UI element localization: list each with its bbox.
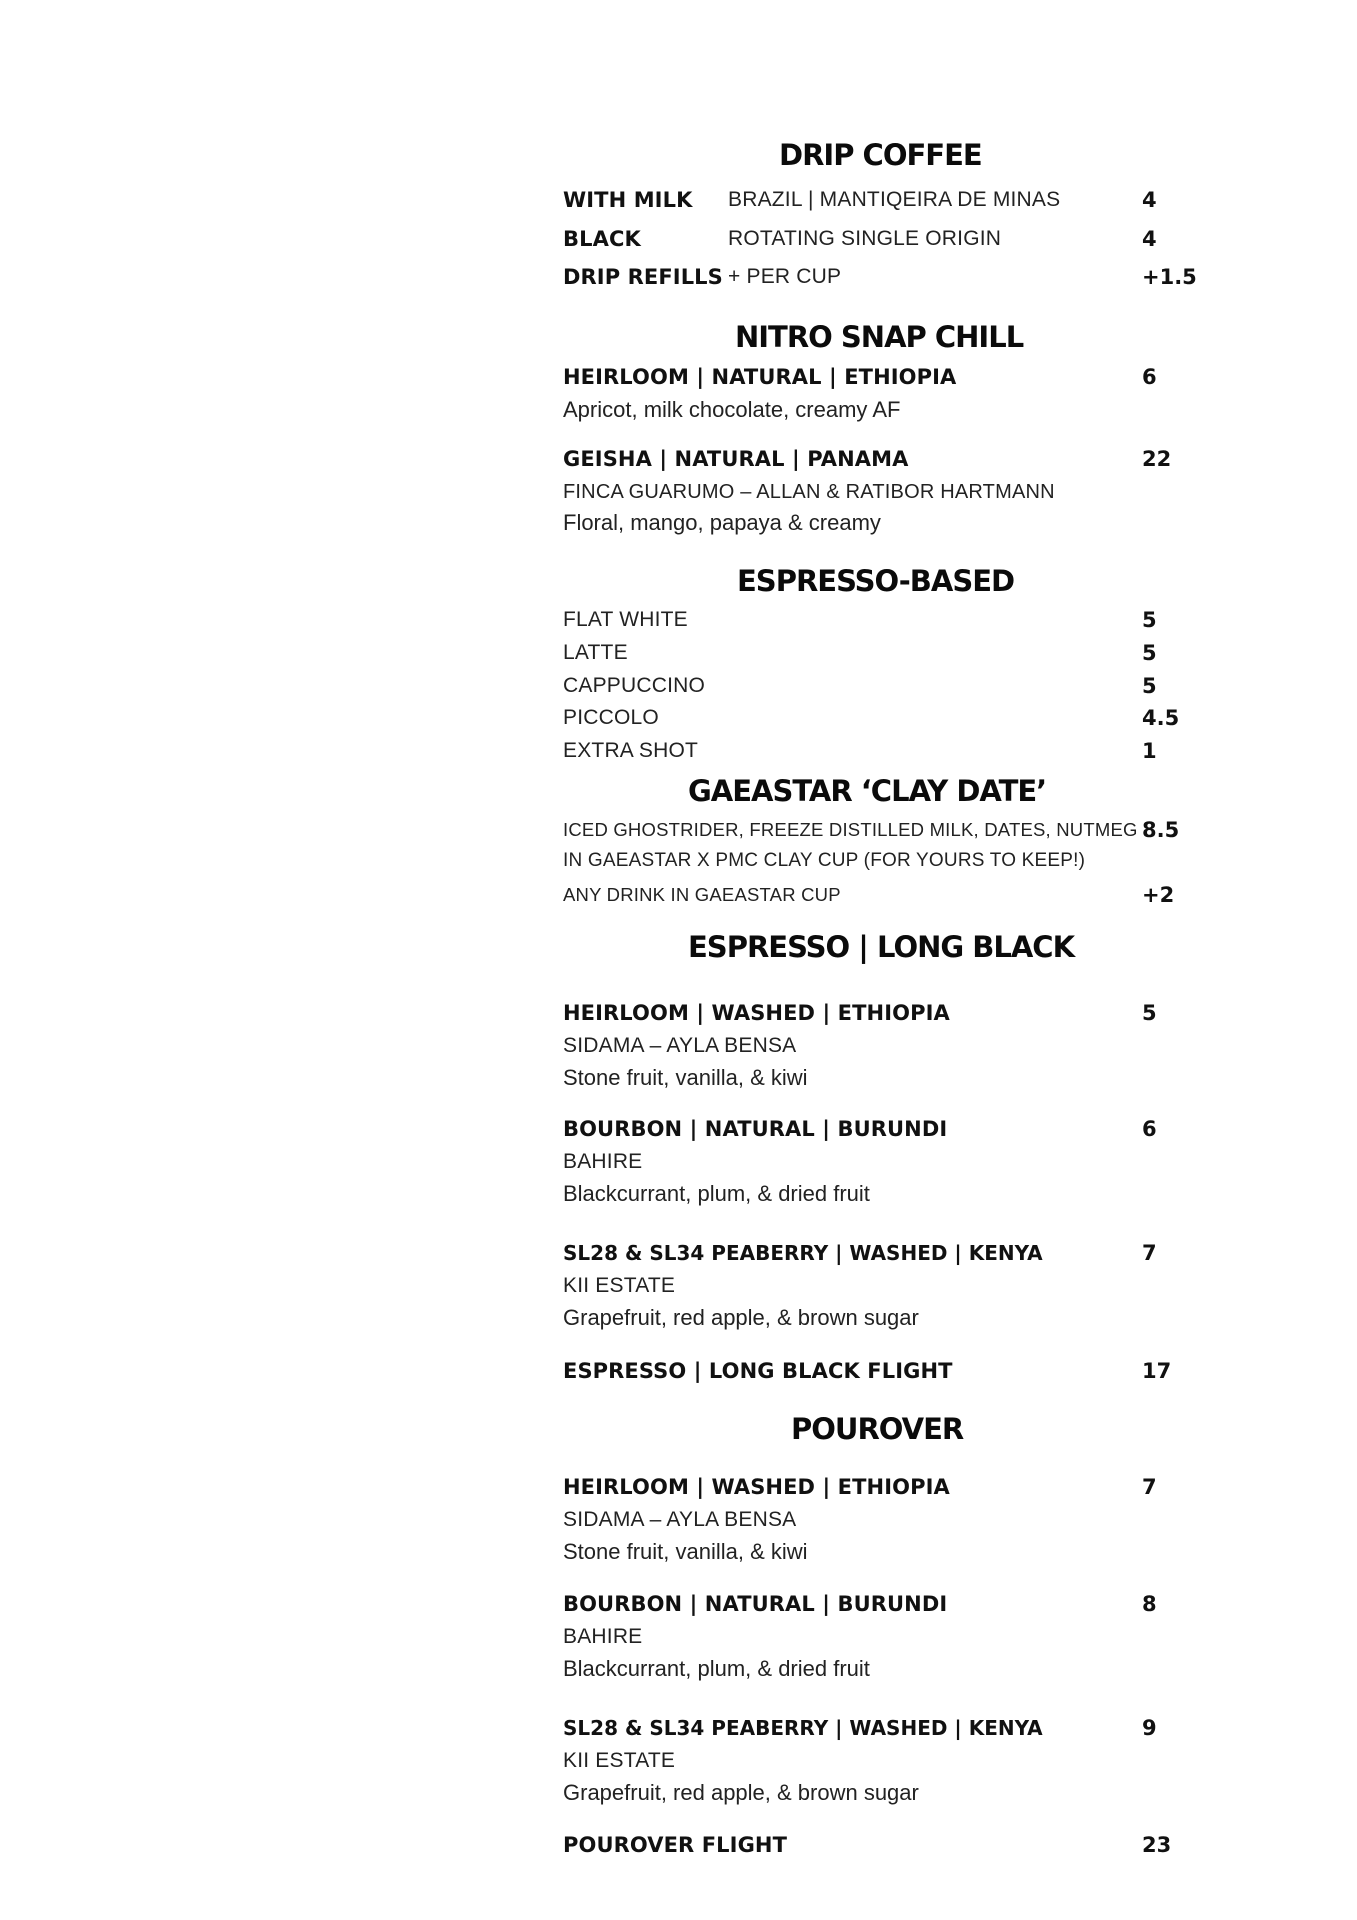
item-name: PICCOLO: [563, 706, 659, 729]
tasting-notes: Grapefruit, red apple, & brown sugar: [563, 1305, 919, 1330]
item-origin: BAHIRE: [563, 1625, 643, 1648]
item-name: EXTRA SHOT: [563, 739, 699, 762]
item-title: ESPRESSO | LONG BLACK FLIGHT: [563, 1359, 953, 1383]
item-price: 8: [1142, 1592, 1157, 1616]
item-price: 4.5: [1142, 706, 1180, 730]
item-title: SL28 & SL34 PEABERRY | WASHED | KENYA: [563, 1241, 1043, 1265]
item-price: 5: [1142, 641, 1157, 665]
item-title: HEIRLOOM | WASHED | ETHIOPIA: [563, 1475, 950, 1499]
item-description: + PER CUP: [728, 265, 842, 288]
item-name: DRIP REFILLS: [563, 265, 723, 289]
item-title: GEISHA | NATURAL | PANAMA: [563, 447, 909, 471]
item-price: 22: [1142, 447, 1172, 471]
item-description: IN GAEASTAR X PMC CLAY CUP (FOR YOURS TO KEEP!): [563, 850, 1086, 871]
coffee-menu: [563, 0, 1203, 1920]
section-heading: DRIP COFFEE: [779, 138, 982, 172]
item-price: 6: [1142, 365, 1157, 389]
section-heading: ESPRESSO-BASED: [737, 564, 1015, 598]
item-price: +2: [1142, 883, 1175, 907]
tasting-notes: Blackcurrant, plum, & dried fruit: [563, 1656, 870, 1681]
item-description: ROTATING SINGLE ORIGIN: [728, 227, 1002, 250]
tasting-notes: Blackcurrant, plum, & dried fruit: [563, 1181, 870, 1206]
item-title: HEIRLOOM | NATURAL | ETHIOPIA: [563, 365, 957, 389]
item-price: 23: [1142, 1833, 1172, 1857]
item-origin: SIDAMA – AYLA BENSA: [563, 1034, 797, 1057]
tasting-notes: Apricot, milk chocolate, creamy AF: [563, 397, 901, 422]
item-origin: KII ESTATE: [563, 1274, 676, 1297]
item-price: 5: [1142, 608, 1157, 632]
item-price: 4: [1142, 227, 1157, 251]
item-description: BRAZIL | MANTIQEIRA DE MINAS: [728, 188, 1061, 211]
item-price: 7: [1142, 1241, 1157, 1265]
tasting-notes: Stone fruit, vanilla, & kiwi: [563, 1539, 808, 1564]
section-heading: NITRO SNAP CHILL: [735, 320, 1024, 354]
section-heading: POUROVER: [791, 1412, 964, 1446]
item-price: 5: [1142, 1001, 1157, 1025]
tasting-notes: Stone fruit, vanilla, & kiwi: [563, 1065, 808, 1090]
section-heading: ESPRESSO | LONG BLACK: [688, 930, 1075, 964]
item-name: LATTE: [563, 641, 628, 664]
item-origin: SIDAMA – AYLA BENSA: [563, 1508, 797, 1531]
item-price: 4: [1142, 188, 1157, 212]
item-description: ANY DRINK IN GAEASTAR CUP: [563, 884, 841, 905]
tasting-notes: Grapefruit, red apple, & brown sugar: [563, 1780, 919, 1805]
item-title: BOURBON | NATURAL | BURUNDI: [563, 1592, 948, 1616]
item-price: 5: [1142, 674, 1157, 698]
item-price: 7: [1142, 1475, 1157, 1499]
tasting-notes: Floral, mango, papaya & creamy: [563, 510, 881, 535]
item-price: 6: [1142, 1117, 1157, 1141]
item-price: +1.5: [1142, 265, 1197, 289]
item-origin: BAHIRE: [563, 1150, 643, 1173]
section-heading: GAEASTAR ‘CLAY DATE’: [688, 774, 1047, 808]
item-name: CAPPUCCINO: [563, 674, 706, 697]
item-name: WITH MILK: [563, 188, 693, 212]
item-name: BLACK: [563, 227, 641, 251]
item-title: BOURBON | NATURAL | BURUNDI: [563, 1117, 948, 1141]
item-title: SL28 & SL34 PEABERRY | WASHED | KENYA: [563, 1716, 1043, 1740]
item-origin: KII ESTATE: [563, 1749, 676, 1772]
item-price: 1: [1142, 739, 1157, 763]
item-price: 9: [1142, 1716, 1157, 1740]
item-title: POUROVER FLIGHT: [563, 1833, 788, 1857]
item-price: 17: [1142, 1359, 1172, 1383]
item-origin: FINCA GUARUMO – ALLAN & RATIBOR HARTMANN: [563, 481, 1055, 503]
item-title: HEIRLOOM | WASHED | ETHIOPIA: [563, 1001, 950, 1025]
item-name: FLAT WHITE: [563, 608, 688, 631]
item-description: ICED GHOSTRIDER, FREEZE DISTILLED MILK, DATES, NUTMEG: [563, 819, 1138, 840]
item-price: 8.5: [1142, 818, 1180, 842]
